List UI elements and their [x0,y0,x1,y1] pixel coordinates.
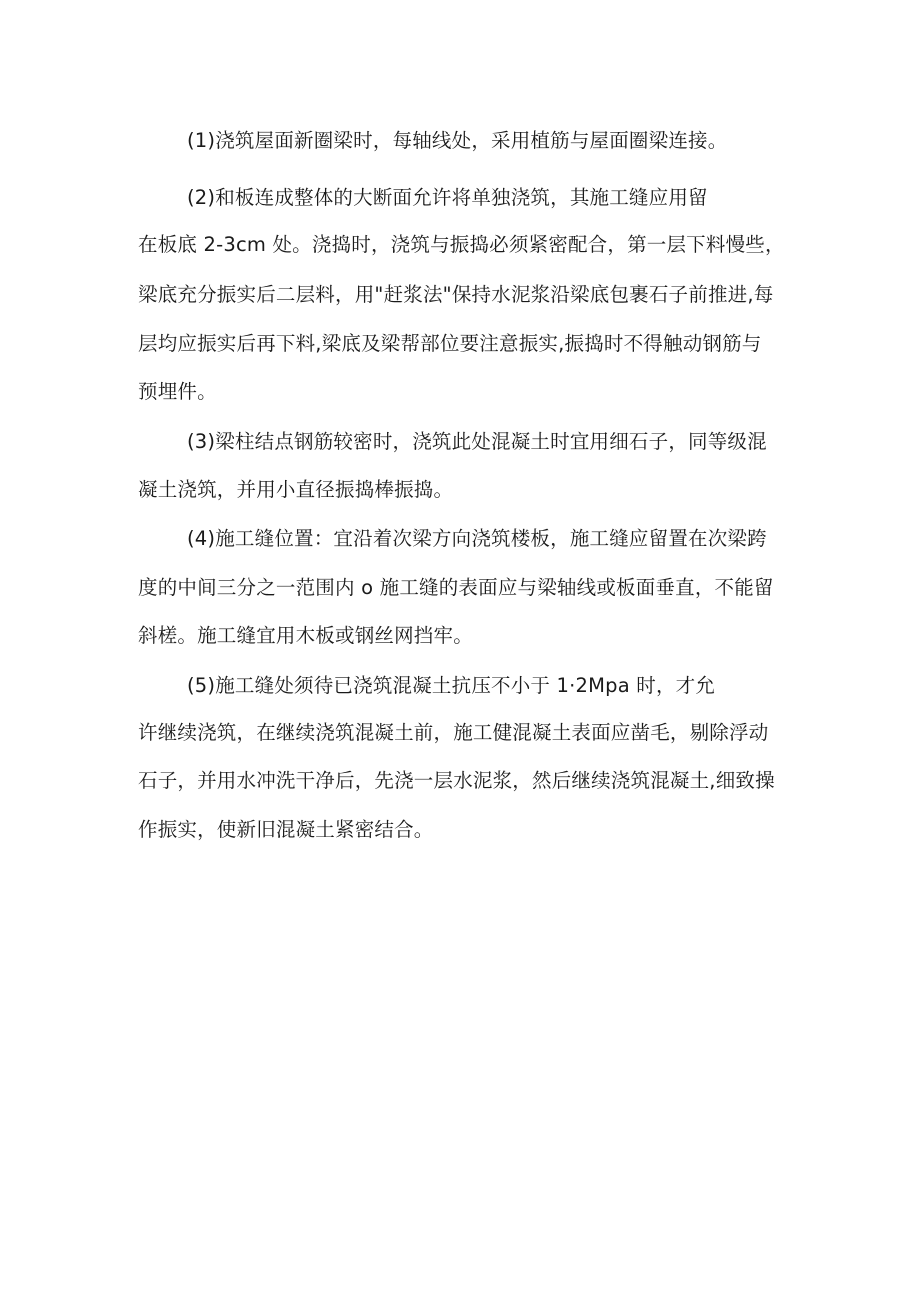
paragraph-4-line-1: (4)施工缝位置：宜沿着次梁方向浇筑楼板，施工缝应留置在次梁跨 [187,527,767,550]
paragraph-5-line-4: 作振实，使新旧混凝土紧密结合。 [138,818,434,841]
paragraph-2-line-5: 预埋件。 [138,380,217,403]
paragraph-5-line-1: (5)施工缝处须待已浇筑混凝土抗压不小于 1·2Mpa 时，才允 [187,674,716,697]
paragraph-2-line-3: 梁底充分振实后二层料，用"赶浆法"保持水泥浆沿梁底包裹石子前推进,每 [138,283,774,306]
paragraph-3-line-1: (3)梁柱结点钢筋较密时，浇筑此处混凝土时宜用细石子，同等级混 [187,430,767,453]
paragraph-5-line-2: 许继续浇筑，在继续浇筑混凝土前，施工健混凝土表面应凿毛，剔除浮动 [138,721,769,744]
paragraph-4-line-2: 度的中间三分之一范围内 o 施工缝的表面应与梁轴线或板面垂直，不能留 [138,576,774,599]
paragraph-5-line-3: 石子，并用水冲洗干净后，先浇一层水泥浆，然后继续浇筑混凝土,细致操 [138,769,775,792]
paragraph-3-line-2: 凝土浇筑，并用小直径振捣棒振捣。 [138,478,454,501]
paragraph-2-line-2: 在板底 2-3cm 处。浇捣时，浇筑与振捣必须紧密配合，第一层下料慢些， [138,233,785,256]
paragraph-2-line-4: 层均应振实后再下料,梁底及梁帮部位要注意振实,振捣时不得触动钢筋与 [138,332,762,355]
paragraph-2-line-1: (2)和板连成整体的大断面允许将单独浇筑，其施工缝应用留 [187,186,708,209]
paragraph-4-line-3: 斜槎。施工缝宜用木板或钢丝网挡牢。 [138,624,473,647]
paragraph-1-line-1: (1)浇筑屋面新圈梁时，每轴线处，采用植筋与屋面圈梁连接。 [187,129,728,152]
